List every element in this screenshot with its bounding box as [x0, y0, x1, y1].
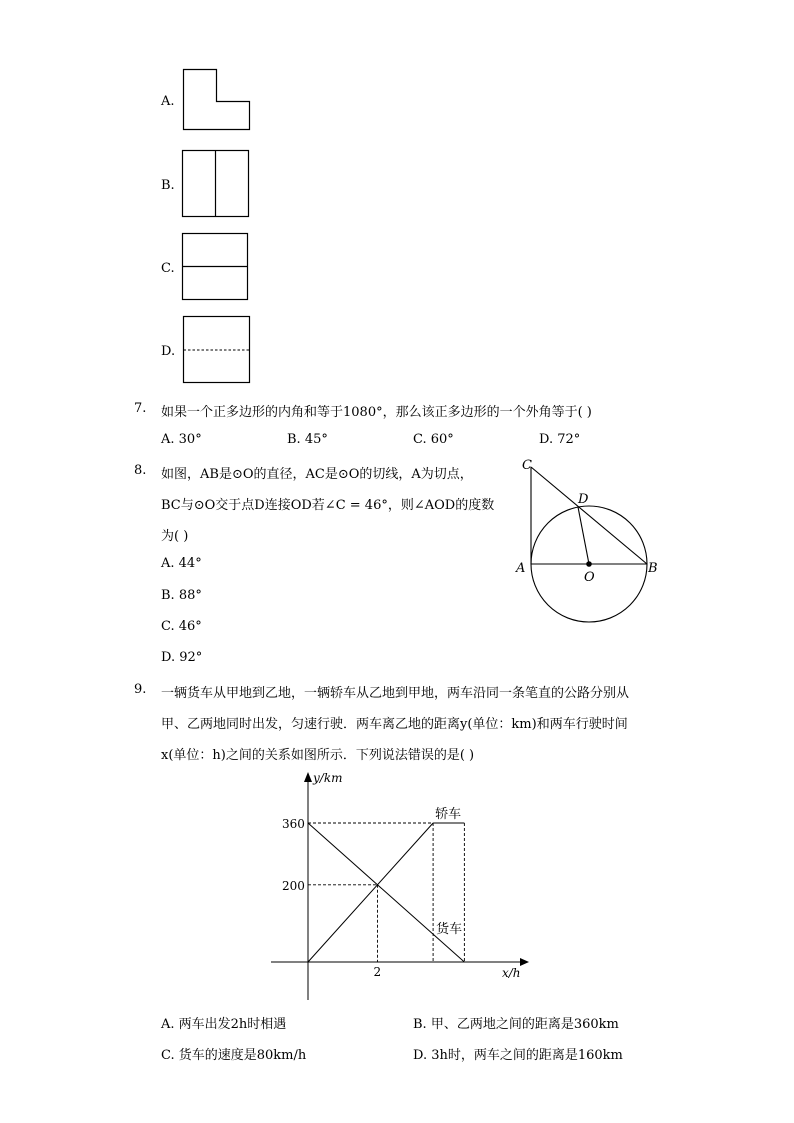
q8-option-c: C. 46° [161, 619, 202, 634]
q9-line-1: 一辆货车从甲地到乙地，一辆轿车从乙地到甲地，两车沿同一条笔直的公路分别从 [161, 686, 630, 701]
q7-option-c: C. 60° [413, 432, 454, 447]
segment-od [578, 507, 589, 564]
q6-option-c-figure [181, 232, 251, 302]
q7-option-a: A. 30° [161, 432, 202, 447]
series-car-line [308, 823, 433, 962]
q7-option-b: B. 45° [287, 432, 328, 447]
q9-line-3: x(单位：h)之间的关系如图所示．下列说法错误的是( ) [161, 748, 475, 763]
q6-option-b-figure [181, 149, 251, 219]
x-tick-2: 2 [373, 965, 382, 979]
q6-option-b-label: B. [161, 178, 175, 193]
series-truck-line [308, 823, 464, 962]
q7-text: 如果一个正多边形的内角和等于1080°，那么该正多边形的一个外角等于( ) [161, 405, 592, 420]
q8-option-d: D. 92° [161, 650, 203, 665]
q6-option-a-label: A. [161, 94, 175, 109]
label-o: O [584, 570, 595, 585]
x-axis-label: x/h [502, 966, 521, 980]
label-c: C [522, 458, 532, 473]
segment-cb [531, 467, 647, 564]
q9-option-b: B. 甲、乙两地之间的距离是360km [413, 1017, 619, 1032]
q6-option-c-label: C. [161, 261, 175, 276]
q9-option-c: C. 货车的速度是80km/h [161, 1048, 307, 1063]
q8-option-a: A. 44° [161, 556, 202, 571]
center-point-o [586, 561, 592, 567]
annotation-car: 轿车 [435, 807, 462, 822]
q9-option-a: A. 两车出发2h时相遇 [161, 1017, 287, 1032]
y-tick-360: 360 [282, 817, 305, 831]
q8-number: 8. [134, 463, 147, 478]
q8-option-b: B. 88° [161, 588, 202, 603]
label-d: D [578, 492, 589, 507]
q6-option-a-figure [182, 68, 252, 132]
q9-number: 9. [134, 682, 147, 697]
q9-option-d: D. 3h时，两车之间的距离是160km [413, 1048, 623, 1063]
q6-option-d-label: D. [161, 344, 176, 359]
label-b: B [648, 561, 658, 576]
y-axis-arrow [304, 772, 312, 782]
x-axis-arrow [520, 958, 529, 966]
label-a: A [516, 561, 526, 576]
q8-line-3: 为( ) [161, 529, 189, 544]
q7-option-d: D. 72° [539, 432, 581, 447]
q7-number: 7. [134, 401, 147, 416]
q8-circle-figure [510, 452, 665, 624]
q9-line-2: 甲、乙两地同时出发，匀速行驶．两车离乙地的距离y(单位：km)和两车行驶时间 [161, 717, 628, 732]
q8-line-2: BC与⊙O交于点D连接OD若∠C = 46°，则∠AOD的度数 [161, 498, 495, 513]
q8-line-1: 如图，AB是⊙O的直径，AC是⊙O的切线，A为切点， [161, 467, 473, 482]
y-tick-200: 200 [282, 878, 305, 893]
y-axis-label: y/km [313, 771, 343, 785]
q9-chart [265, 768, 535, 1004]
q6-option-d-figure [182, 315, 252, 385]
annotation-truck: 货车 [436, 922, 463, 937]
